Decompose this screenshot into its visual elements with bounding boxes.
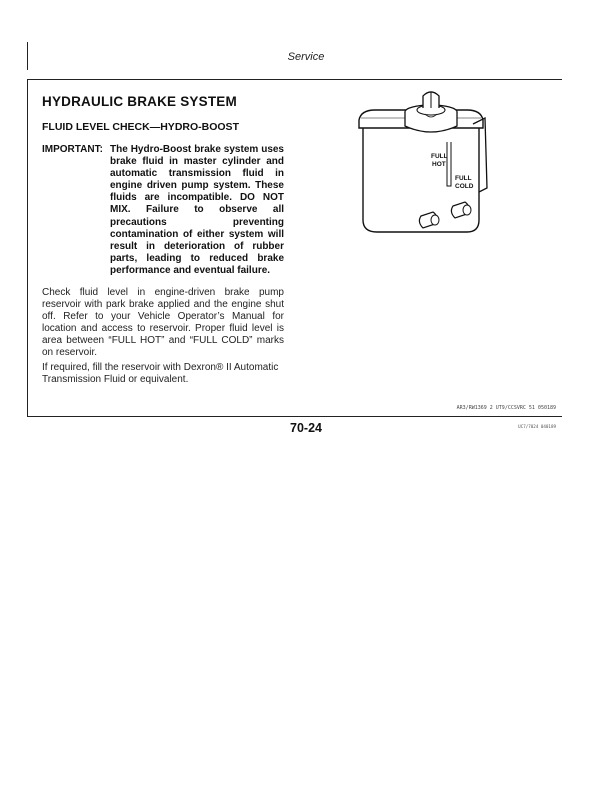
- svg-text:FULL: FULL: [455, 175, 472, 182]
- inlet-fitting: [451, 202, 471, 218]
- fill-instruction-paragraph: If required, fill the reservoir with Dexron® II Automatic Transmission Fluid or equivalent.: [42, 362, 279, 386]
- mounting-bracket: [473, 118, 487, 192]
- page-number: 70-24: [290, 421, 322, 435]
- svg-text:COLD: COLD: [455, 183, 474, 190]
- important-label: IMPORTANT:: [42, 144, 103, 155]
- check-procedure-paragraph: Check fluid level in engine-driven brake pump reservoir with park brake applied and the engine shut off. Refer to your Vehicle Operator’s Manual for location and access to reservoir. Proper fluid level is area between “FULL HOT” and “FULL COLD” marks on reservoir.: [42, 287, 284, 359]
- reservoir-illustration: [355, 90, 495, 240]
- subsection-title: FLUID LEVEL CHECK—HYDRO-BOOST: [42, 121, 239, 133]
- page-header-title: Service: [287, 51, 325, 63]
- reference-code: AR3/RW1369 2 UT9/CCSVRC 51 050189: [456, 405, 556, 411]
- dipstick: [447, 142, 451, 186]
- section-title: HYDRAULIC BRAKE SYSTEM: [42, 94, 237, 109]
- svg-text:HOT: HOT: [432, 161, 446, 168]
- footer-code: UC7/7024 040189: [518, 424, 556, 429]
- outlet-fitting: [419, 212, 439, 228]
- important-notice: The Hydro-Boost brake system uses brake fluid in master cylinder and automatic transmission fluid in engine driven pump system. These fluids are incompatible. DO NOT MIX. Failure to observe all precautions preventing contamination of either system will result in deterioration of rubber parts, leading to reduced brake performance and eventual failure.: [110, 144, 284, 276]
- svg-text:FULL: FULL: [431, 153, 448, 160]
